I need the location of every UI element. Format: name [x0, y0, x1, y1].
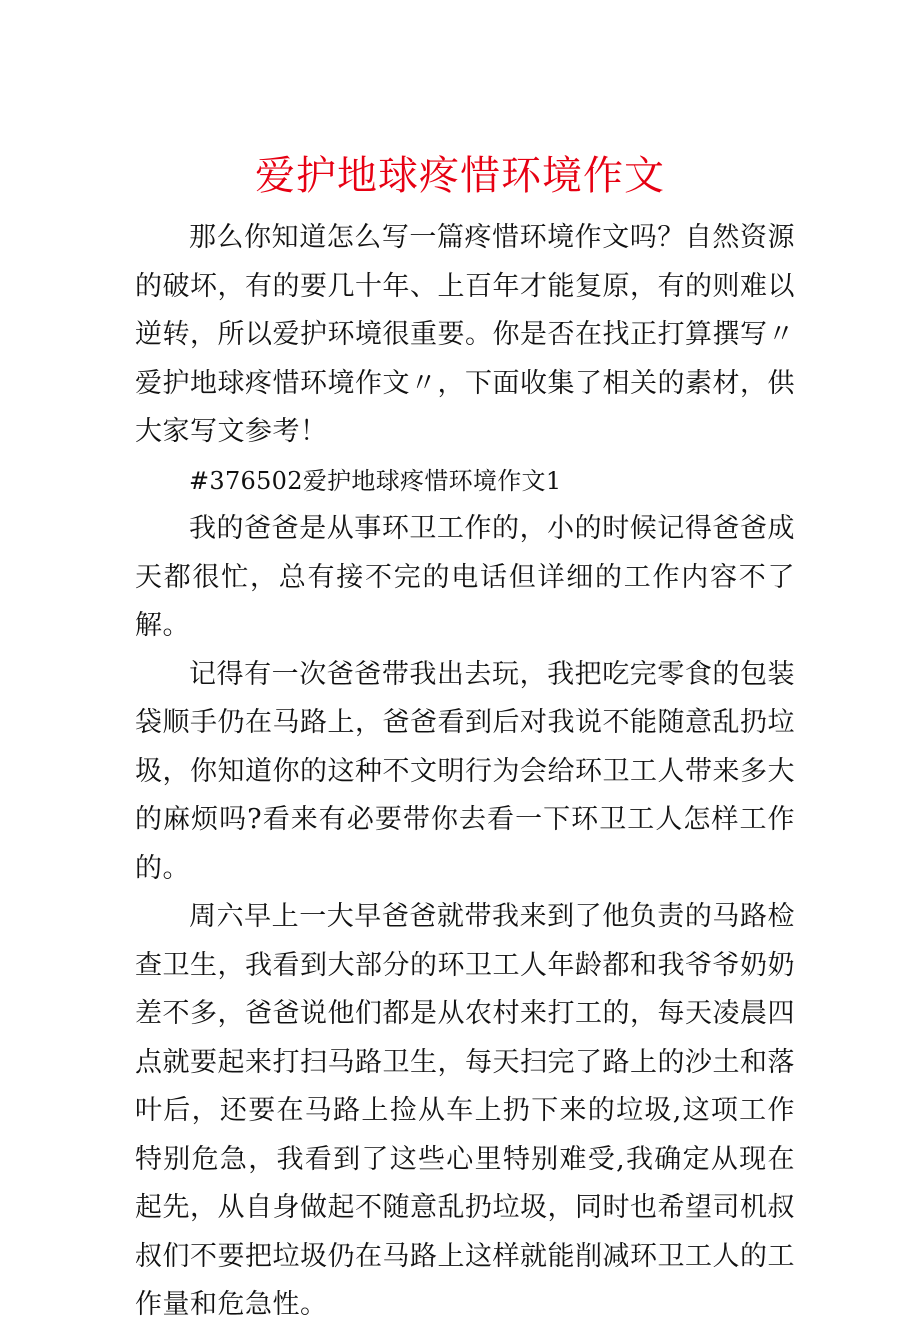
section-heading: #376502爱护地球疼惜环境作文1	[189, 466, 562, 495]
body-paragraph-1: 我的爸爸是从事环卫工作的，小的时候记得爸爸成天都很忙，总有接不完的电话但详细的工作内容不了解。	[135, 513, 795, 641]
body-paragraph-3: 周六早上一大早爸爸就带我来到了他负责的马路检查卫生，我看到大部分的环卫工人年龄都和我爷爷奶奶差不多，爸爸说他们都是从农村来打工的，每天凌晨四点就要起来打扫马路卫生，每天扫完了路上的沙土和落叶后，还要在马路上捡从车上扔下来的垃圾,这项工作特别危急，我看到了这些心里特别难受,我确定从现在起先，从自身做起不随意乱扔垃圾，同时也希望司机叔叔们不要把垃圾仍在马路上这样就能削减环卫工人的工作量和危急性。	[135, 901, 795, 1320]
document-title: 爱护地球疼惜环境作文	[255, 153, 665, 199]
body-paragraph-2: 记得有一次爸爸带我出去玩，我把吃完零食的包装袋顺手仍在马路上，爸爸看到后对我说不能随意乱扔垃圾，你知道你的这种不文明行为会给环卫工人带来多大的麻烦吗?看来有必要带你去看一下环卫工人怎样工作的。	[135, 658, 795, 884]
document-body	[135, 214, 795, 1330]
intro-paragraph: 那么你知道怎么写一篇疼惜环境作文吗？自然资源的破坏，有的要几十年、上百年才能复原，有的则难以逆转，所以爱护环境很重要。你是否在找正打算撰写〃爱护地球疼惜环境作文〃，下面收集了相关的素材，供大家写文参考！	[135, 222, 795, 447]
